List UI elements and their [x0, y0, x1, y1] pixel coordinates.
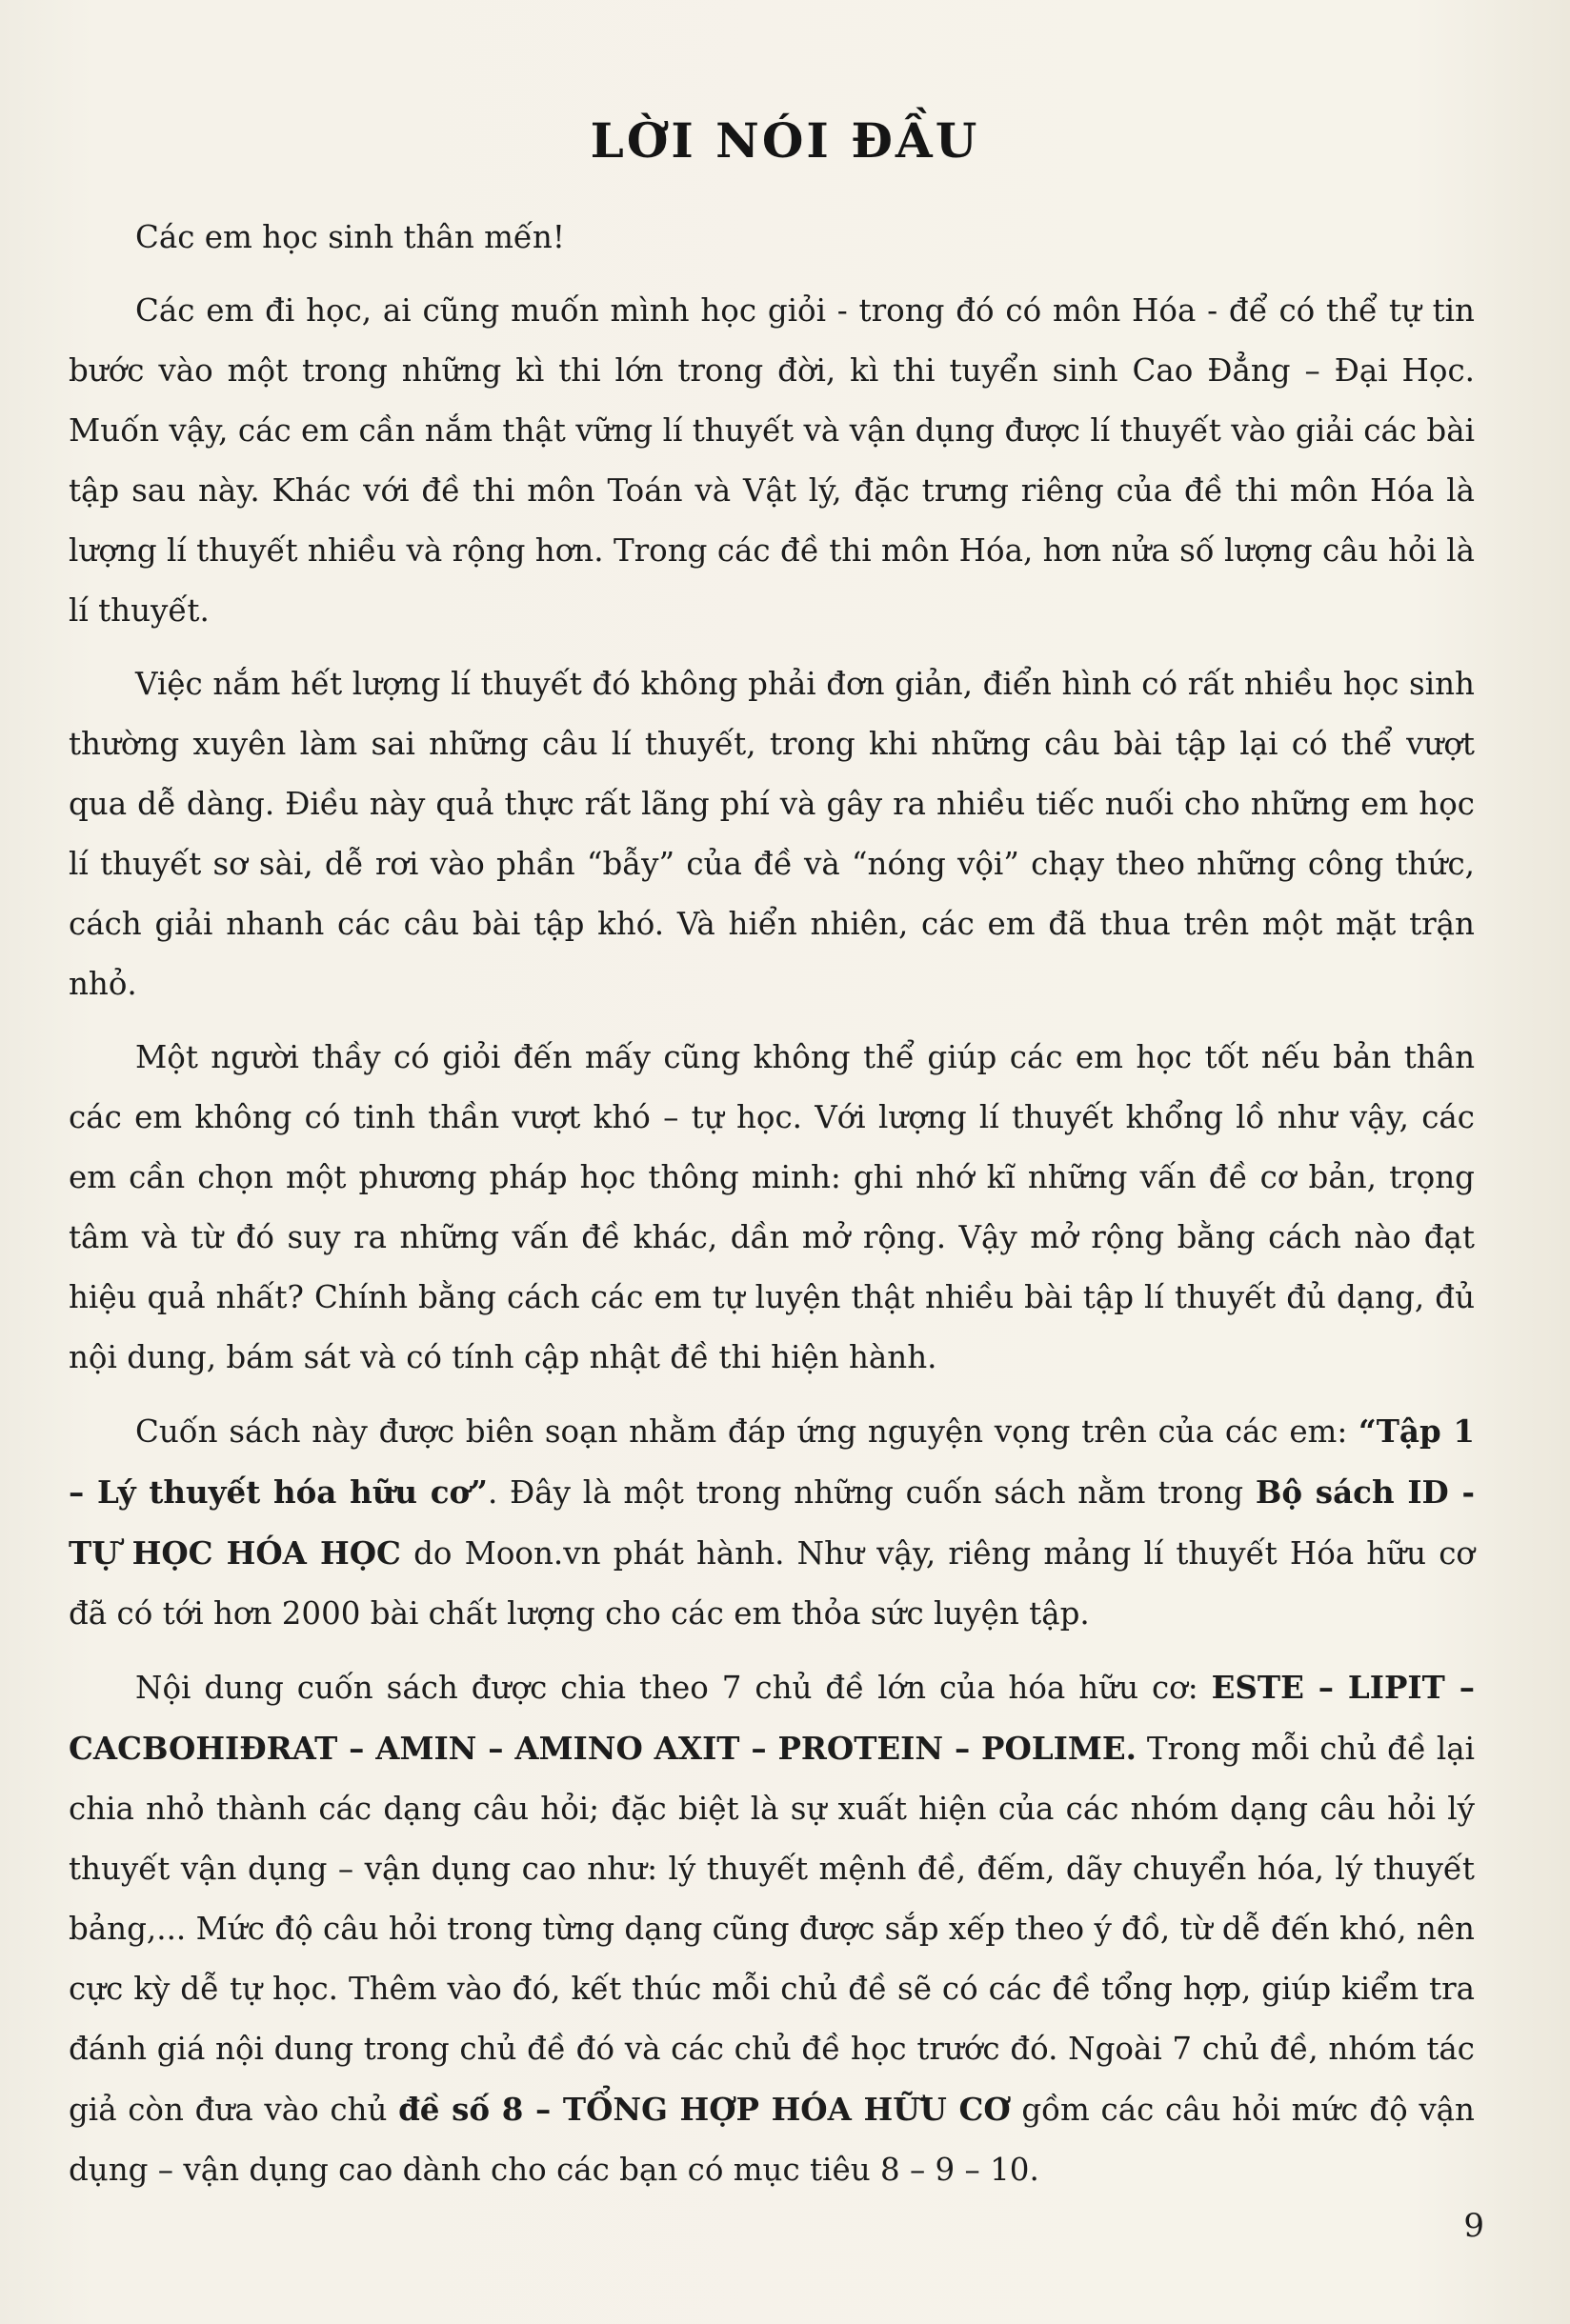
- paragraph-3: Một người thầy có giỏi đến mấy cũng không thể giúp các em học tốt nếu bản thân các em không có tinh thần vượt khó – tự học. Với lượng lí thuyết khổng lồ như vậy, các em cần chọn một phương pháp học thông minh: ghi nhớ kĩ những vấn đề cơ bản, trọng tâm và từ đó suy ra những vấn đề khác, dần mở rộng. Vậy mở rộng bằng cách nào đạt hiệu quả nhất? Chính bằng cách các em tự luyện thật nhiều bài tập lí thuyết đủ dạng, đủ nội dung, bám sát và có tính cập nhật đề thi hiện hành.: [69, 1039, 1475, 1375]
- paragraph-4-text-c: . Đây là một trong những cuốn sách nằm trong: [487, 1474, 1256, 1511]
- paragraph-2: Việc nắm hết lượng lí thuyết đó không phải đơn giản, điển hình có rất nhiều học sinh thường xuyên làm sai những câu lí thuyết, trong khi những câu bài tập lại có thể vượt qua dễ dàng. Điều này quả thực rất lãng phí và gây ra nhiều tiếc nuối cho những em học lí thuyết sơ sài, dễ rơi vào phần “bẫy” của đề và “nóng vội” chạy theo những công thức, cách giải nhanh các câu bài tập khó. Và hiển nhiên, các em đã thua trên một mặt trận nhỏ.: [69, 666, 1475, 1002]
- paragraph-1: Các em đi học, ai cũng muốn mình học giỏi - trong đó có môn Hóa - để có thể tự tin bước vào một trong những kì thi lớn trong đời, kì thi tuyển sinh Cao Đẳng – Đại Học. Muốn vậy, các em cần nắm thật vững lí thuyết và vận dụng được lí thuyết vào giải các bài tập sau này. Khác với đề thi môn Toán và Vật lý, đặc trưng riêng của đề thi môn Hóa là lượng lí thuyết nhiều và rộng hơn. Trong các đề thi môn Hóa, hơn nửa số lượng câu hỏi là lí thuyết.: [69, 292, 1475, 629]
- paragraph-5-text-a: Nội dung cuốn sách được chia theo 7 chủ đề lớn của hóa hữu cơ:: [135, 1670, 1212, 1706]
- paragraph-5-text-c: Trong mỗi chủ đề lại chia nhỏ thành các dạng câu hỏi; đặc biệt là sự xuất hiện của các nhóm dạng câu hỏi lý thuyết vận dụng – vận dụng cao như: lý thuyết mệnh đề, đếm, dãy chuyển hóa, lý thuyết bảng,... Mức độ câu hỏi trong từng dạng cũng được sắp xếp theo ý đồ, từ dễ đến khó, nên cực kỳ dễ tự học. Thêm vào đó, kết thúc mỗi chủ đề sẽ có các đề tổng hợp, giúp kiểm tra đánh giá nội dung trong chủ đề đó và các chủ đề học trước đó. Ngoài 7 chủ đề, nhóm tác giả còn đưa vào chủ: [69, 1731, 1476, 2128]
- book-series-name: Bộ sách ID - TỰ HỌC HÓA HỌC: [69, 1473, 1475, 1572]
- topic-8-name: đề số 8 – TỔNG HỢP HÓA HỮU CƠ: [398, 2091, 1011, 2128]
- paragraph-4-text-a: Cuốn sách này được biên soạn nhằm đáp ứng nguyện vọng trên của các em:: [135, 1413, 1359, 1450]
- paragraph-5: [69, 1657, 1475, 2200]
- page-title: LỜI NÓI ĐẦU: [590, 112, 980, 169]
- topic-list: ESTE – LIPIT – CACBOHIĐRAT – AMIN – AMINO AXIT – PROTEIN – POLIME.: [69, 1669, 1475, 1767]
- book-volume-title: “Tập 1 – Lý thuyết hóa hữu cơ”: [69, 1412, 1475, 1511]
- page-number: 9: [1463, 2207, 1484, 2245]
- preface-body: [69, 208, 1475, 2214]
- paragraph-4-text-e: do Moon.vn phát hành. Như vậy, riêng mảng lí thuyết Hóa hữu cơ đã có tới hơn 2000 bài chất lượng cho các em thỏa sức luyện tập.: [69, 1535, 1475, 1632]
- paragraph-4: [69, 1401, 1475, 1644]
- paragraph-5-text-e: gồm các câu hỏi mức độ vận dụng – vận dụng cao dành cho các bạn có mục tiêu 8 – 9 – 10.: [69, 2092, 1475, 2188]
- greeting-paragraph: Các em học sinh thân mến!: [135, 219, 565, 255]
